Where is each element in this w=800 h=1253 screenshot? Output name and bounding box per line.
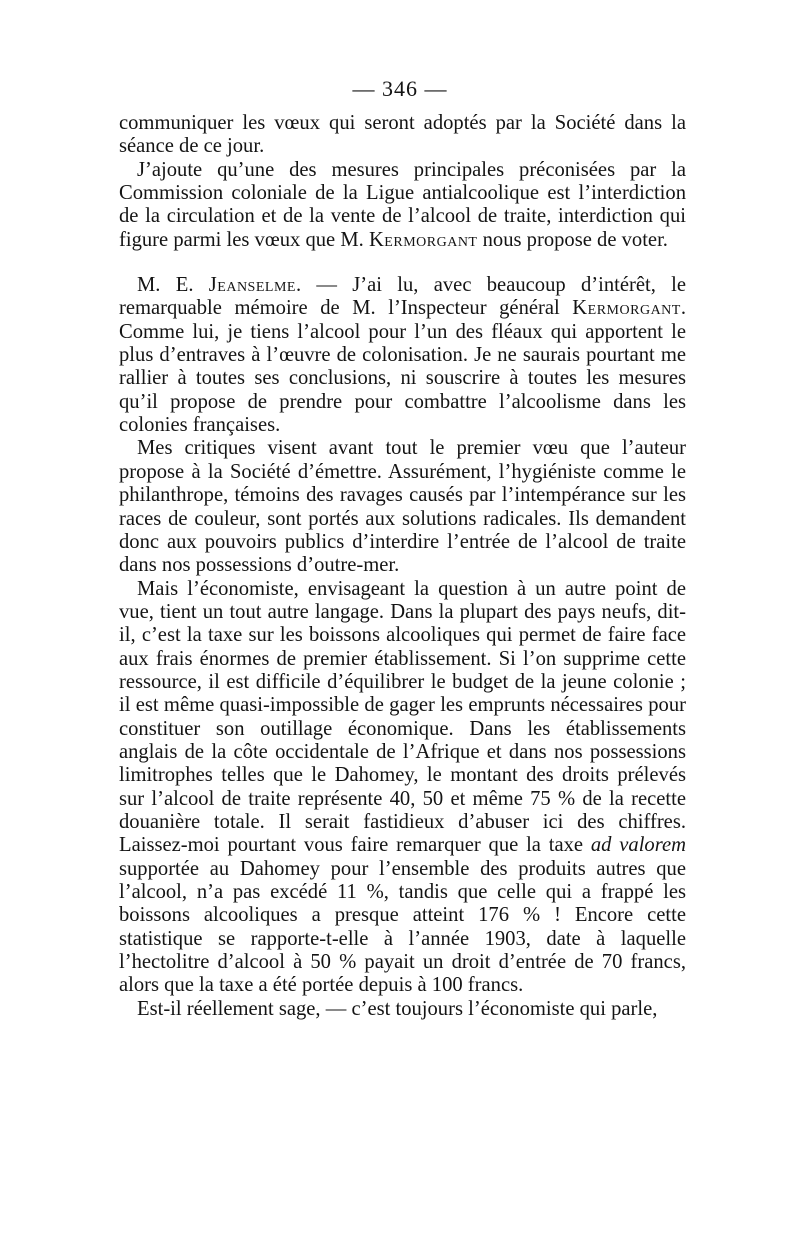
paragraph-ligue-proposal: [119, 159, 686, 252]
page-number: — 346 —: [352, 76, 448, 101]
paragraph-critiques: Mes critiques visent avant tout le premier vœu que l’auteur propose à la Société d’émettre. Assurément, l’hygiéniste comme le philanthrope, témoins des ravages causés par l’intempérance sur les races de couleur, sont portés aux solutions radicales. Ils demandent donc aux pouvoirs publics d’interdire l’entrée de l’alcool de traite dans nos possessions d’outre-mer.: [119, 437, 686, 577]
speaker-name: Jeanselme: [208, 274, 296, 297]
speaker-title: M. E.: [137, 274, 209, 297]
paragraph-text: Mais l’économiste, envisageant la question à un autre point de vue, tient un tout autre langage. Dans la plupart des pays neufs, dit-il, c’est la taxe sur les boissons alcooliques qui permet de faire face aux frais énormes de premier établissement. Si l’on supprime cette ressource, il est difficile d’équilibrer le budget de la jeune colonie ; il est même quasi-impossible de gager les emprunts nécessaires pour constituer son outillage économique. Dans les établissements anglais de la côte occidentale de l’Afrique et dans nos possessions limitrophes telles que le Dahomey, le montant des droits prélevés sur l’alcool de traite représente 40, 50 et même 75 % de la recette douanière totale. Il serait fastidieux d’abuser ici des chiffres. Laissez-moi pourtant vous faire remarquer que la taxe: [119, 577, 686, 857]
paragraph-text: nous propose de voter.: [477, 228, 668, 251]
paragraph-economist: [119, 578, 686, 998]
person-name: Kermorgant: [368, 228, 478, 251]
person-name: Kermorgant: [572, 297, 681, 320]
italic-term: ad valorem: [590, 834, 686, 857]
paragraph-text: supportée au Dahomey pour l’ensemble des produits autres que l’alcool, n’a pas excédé 11 %, tandis que celle qui a frappé les boissons alcooliques a presque atteint 176 % ! Encore cette statistique se rapporte-t-elle à l’année 1903, date à laquelle l’hectolitre d’alcool à 50 % payait un droit d’entrée de 70 francs, alors que la taxe a été portée depuis à 100 francs.: [119, 857, 686, 997]
paragraph-text: . Comme lui, je tiens l’alcool pour l’un des fléaux qui apportent le plus d’entraves à l’œuvre de colonisation. Je ne saurais pourtant me rallier à toutes ses conclusions, ni souscrire à toutes les mesures qu’il propose de prendre pour combattre l’alcoolisme dans les colonies françaises.: [119, 297, 686, 437]
paragraph-final-line: Est-il réellement sage, — c’est toujours l’économiste qui parle,: [137, 997, 658, 1020]
paragraph-text: . — J’ai lu, avec beaucoup d’intérêt, le remarquable mémoire de M. l’Inspecteur général: [119, 274, 686, 320]
paragraph-text: J’ajoute qu’une des mesures principales préconisées par la Commission coloniale de la Ligue antialcoolique est l’interdiction de la circulation et de la vente de l’alcool de traite, interdiction qui figure parmi les vœux que M.: [119, 158, 686, 251]
page-body: [119, 112, 686, 1021]
paragraph-continuation: communiquer les vœux qui seront adoptés par la Société dans la séance de ce jour.: [119, 112, 686, 158]
paragraph-speaker-intro: [119, 274, 686, 437]
